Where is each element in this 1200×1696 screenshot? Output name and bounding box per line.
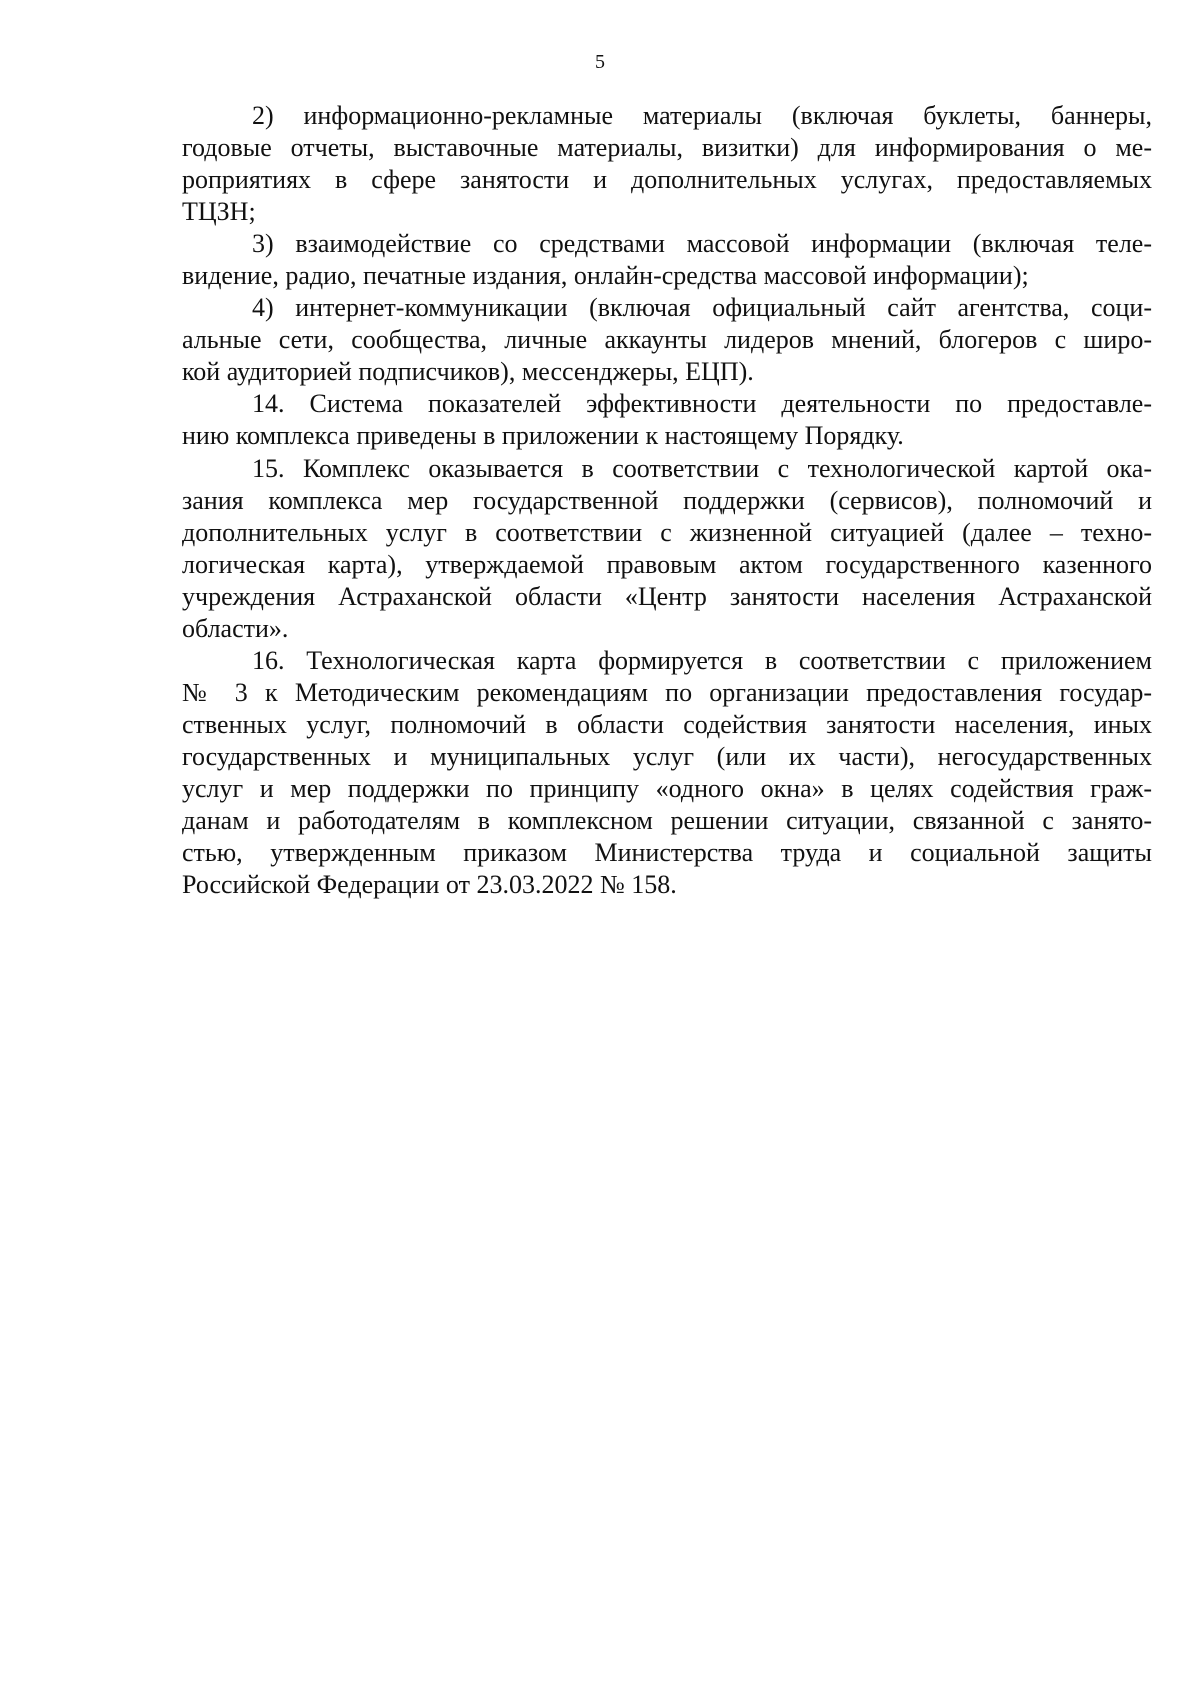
text-line: зания комплекса мер государственной поддержки (сервисов), полномочий и xyxy=(182,485,1152,515)
text-line: учреждения Астраханской области «Центр занятости населения Астраханской xyxy=(182,581,1152,611)
text-line: 3) взаимодействие со средствами массовой информации (включая теле- xyxy=(252,229,1152,259)
text-line: данам и работодателям в комплексном решении ситуации, связанной с занято- xyxy=(182,806,1152,836)
text-line: ственных услуг, полномочий в области содействия занятости населения, иных xyxy=(182,709,1152,739)
text-line: ТЦЗН; xyxy=(182,197,256,227)
text-line: стью, утвержденным приказом Министерства труда и социальной защиты xyxy=(182,838,1152,868)
text-line: 4) интернет-коммуникации (включая официальный сайт агентства, соци- xyxy=(252,293,1152,323)
text-line: Российской Федерации от 23.03.2022 № 158. xyxy=(182,870,677,900)
text-line: видение, радио, печатные издания, онлайн-средства массовой информации); xyxy=(182,261,1029,291)
text-line: области». xyxy=(182,613,289,643)
text-line: 15. Комплекс оказывается в соответствии с технологической картой ока- xyxy=(252,453,1152,483)
text-line: кой аудиторией подписчиков), мессенджеры, ЕЦП). xyxy=(182,357,754,387)
text-line: государственных и муниципальных услуг (или их части), негосударственных xyxy=(182,741,1152,771)
text-line: 16. Технологическая карта формируется в соответствии с приложением xyxy=(252,645,1152,675)
page-number: 5 xyxy=(595,51,605,73)
text-line: нию комплекса приведены в приложении к настоящему Порядку. xyxy=(182,421,904,451)
text-line: логическая карта), утверждаемой правовым актом государственного казенного xyxy=(182,549,1152,579)
text-line: услуг и мер поддержки по принципу «одного окна» в целях содействия граж- xyxy=(182,773,1152,803)
text-line: роприятиях в сфере занятости и дополнительных услугах, предоставляемых xyxy=(182,165,1152,195)
text-line: годовые отчеты, выставочные материалы, визитки) для информирования о ме- xyxy=(182,133,1152,163)
text-line: альные сети, сообщества, личные аккаунты лидеров мнений, блогеров с широ- xyxy=(182,325,1152,355)
text-line: дополнительных услуг в соответствии с жизненной ситуацией (далее – техно- xyxy=(182,517,1152,547)
text-line: № 3 к Методическим рекомендациям по организации предоставления государ- xyxy=(182,677,1152,707)
text-line: 14. Система показателей эффективности деятельности по предоставле- xyxy=(252,389,1152,419)
text-line: 2) информационно-рекламные материалы (включая буклеты, баннеры, xyxy=(252,101,1152,130)
document-body xyxy=(182,100,1152,901)
